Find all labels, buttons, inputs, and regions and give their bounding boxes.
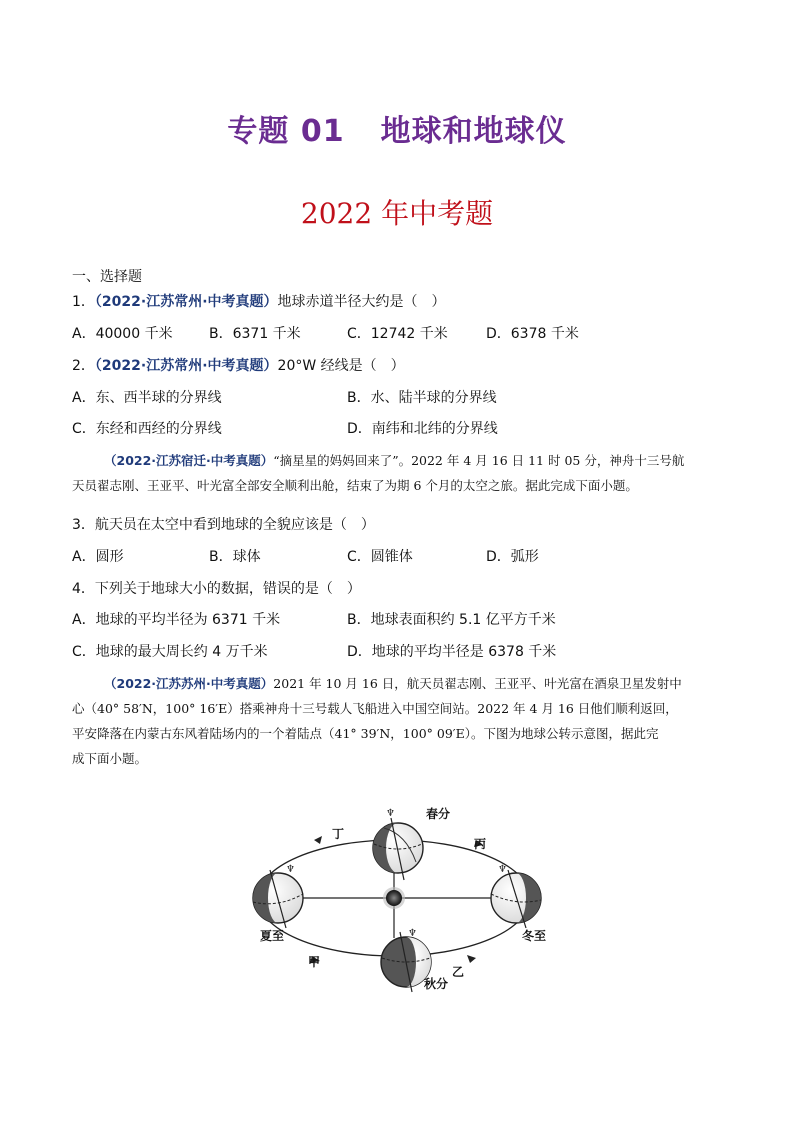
question-1-option-c: C．12742 千米 <box>347 326 448 342</box>
question-2-option-c: C．东经和西经的分界线 <box>72 421 222 437</box>
question-3-option-c: C．圆锥体 <box>347 549 413 565</box>
label-ding: 丁 <box>332 827 345 841</box>
question-1-option-a: A．40000 千米 <box>72 326 173 342</box>
globe-winter-solstice <box>491 864 541 928</box>
question-1-option-d: D．6378 千米 <box>486 326 579 342</box>
page-subtitle: 2022 年中考题 <box>300 197 494 230</box>
label-yi: 乙 <box>452 965 465 979</box>
passage-2-source: （2022·江苏苏州·中考真题） <box>104 676 274 691</box>
svg-text:♆: ♆ <box>498 864 507 875</box>
svg-text:♆: ♆ <box>386 808 395 819</box>
question-4-option-b: B．地球表面积约 5.1 亿平方千米 <box>347 612 556 628</box>
earth-revolution-diagram <box>236 798 556 998</box>
passage-2 <box>72 671 722 771</box>
passage-2-line-3: 平安降落在内蒙古东风着陆场内的一个着陆点（41° 39′N，100° 09′E）。下图为地球公转示意图，据此完 <box>72 726 659 741</box>
question-3-option-d: D．弧形 <box>486 549 539 565</box>
question-3-option-a: A．圆形 <box>72 549 124 565</box>
label-bing: 丙 <box>474 837 487 851</box>
svg-text:♆: ♆ <box>286 864 295 875</box>
passage-2-line-1 <box>72 671 722 696</box>
question-3: 3．航天员在太空中看到地球的全貌应该是（ ） <box>72 517 375 533</box>
section-heading: 一、选择题 <box>72 269 142 285</box>
passage-1-line-2: 天员翟志刚、王亚平、叶光富全部安全顺利出舱，结束了为期 6 个月的太空之旅。据此完成下面小题。 <box>72 478 638 493</box>
question-1-number: 1． <box>72 294 95 310</box>
question-1-option-b: B．6371 千米 <box>209 326 301 342</box>
question-4-option-a: A．地球的平均半径为 6371 千米 <box>72 612 281 628</box>
question-2-option-a: A．东、西半球的分界线 <box>72 390 222 406</box>
question-2-text: 20°W 经线是（ ） <box>277 358 405 374</box>
page-title <box>0 106 794 150</box>
question-1-source: （2022·江苏常州·中考真题） <box>94 294 278 310</box>
globe-spring-equinox <box>373 808 423 880</box>
question-1 <box>72 293 446 311</box>
svg-text:♆: ♆ <box>408 928 417 939</box>
page-title-topic-number: 专题 01 <box>227 114 345 149</box>
question-3-option-b: B．球体 <box>209 549 261 565</box>
question-4-option-c: C．地球的最大周长约 4 万千米 <box>72 644 268 660</box>
passage-1-line-1 <box>72 448 722 473</box>
question-2-number: 2． <box>72 358 95 374</box>
passage-1 <box>72 448 722 498</box>
passage-2-line-4: 成下面小题。 <box>72 751 148 766</box>
orbit-arrow-icon <box>467 955 476 963</box>
question-2-option-b: B．水、陆半球的分界线 <box>347 390 497 406</box>
sun-icon <box>383 887 405 909</box>
question-2-option-d: D．南纬和北纬的分界线 <box>347 421 498 437</box>
label-jia: 甲 <box>308 955 321 969</box>
passage-1-line-1-text: “摘星星的妈妈回来了”。2022 年 4 月 16 日 11 时 05 分，神舟十三号航 <box>273 453 685 468</box>
question-1-text: 地球赤道半径大约是（ ） <box>277 294 446 310</box>
question-2-source: （2022·江苏常州·中考真题） <box>94 358 278 374</box>
question-4: 4．下列关于地球大小的数据，错误的是（ ） <box>72 581 361 597</box>
passage-2-line-2: 心（40° 58′N，100° 16′E）搭乘神舟十三号载人飞船进入中国空间站。2022 年 4 月 16 日他们顺利返回， <box>72 701 678 716</box>
label-summer-solstice: 夏至 <box>260 929 285 943</box>
orbit-arrow-icon <box>314 836 322 844</box>
passage-1-source: （2022·江苏宿迁·中考真题） <box>104 453 274 468</box>
globe-summer-solstice <box>253 864 303 928</box>
question-4-option-d: D．地球的平均半径是 6378 千米 <box>347 644 557 660</box>
page-title-topic-name: 地球和地球仪 <box>380 114 567 149</box>
question-2 <box>72 357 405 375</box>
label-spring-equinox: 春分 <box>426 807 451 821</box>
passage-2-line-1-text: 2021 年 10 月 16 日，航天员翟志刚、王亚平、叶光富在酒泉卫星发射中 <box>273 676 682 691</box>
label-autumn-equinox: 秋分 <box>424 977 449 991</box>
label-winter-solstice: 冬至 <box>522 929 547 943</box>
